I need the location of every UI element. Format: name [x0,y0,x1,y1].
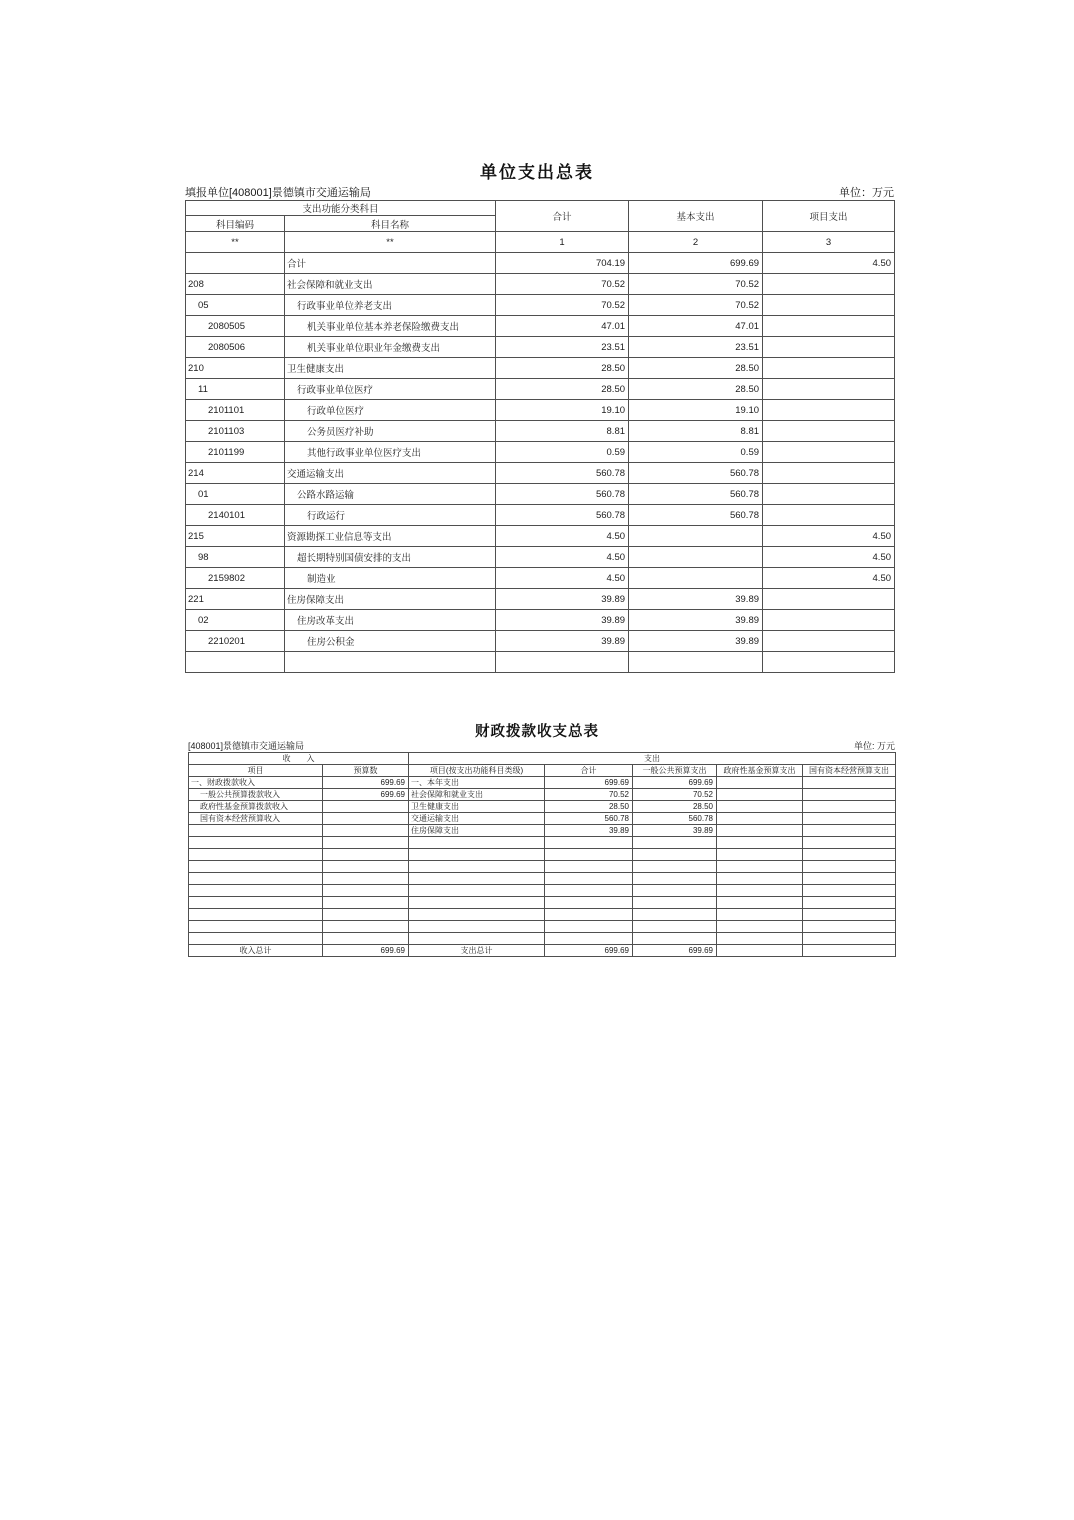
table-subheader-row [189,765,896,777]
table-row [186,652,895,673]
table-header-row [186,201,895,216]
cell-budget [323,861,409,873]
cell-name [285,652,496,673]
cell-basic: 19.10 [629,400,763,421]
table-row [186,568,895,589]
cell-total [545,873,633,885]
cell-income-item [189,873,323,885]
fiscal-table-meta [188,739,895,752]
cell-gov-fund [717,933,803,945]
cell-project [763,337,895,358]
cell-project [763,316,895,337]
cell-code: 210 [186,358,285,379]
cell-budget [323,909,409,921]
cell-state-capital [803,825,896,837]
cell-name: 合计 [285,253,496,274]
cell-total: 28.50 [545,801,633,813]
cell-state-capital [803,909,896,921]
cell-total [545,909,633,921]
cell-expense-item [409,861,545,873]
marker-row [186,232,895,253]
cell-total: 560.78 [496,505,629,526]
table-row [186,400,895,421]
table-row [189,921,896,933]
table-row [186,316,895,337]
cell-total: 28.50 [496,358,629,379]
table-row [189,909,896,921]
cell-project [763,400,895,421]
cell-basic: 70.52 [629,295,763,316]
state-capital-header: 国有资本经营预算支出 [803,765,896,777]
cell-general: 39.89 [633,825,717,837]
cell-total: 0.59 [496,442,629,463]
cell-project: 4.50 [763,253,895,274]
cell-name: 机关事业单位职业年金缴费支出 [285,337,496,358]
marker-cell: 1 [496,232,629,253]
cell-name: 卫生健康支出 [285,358,496,379]
cell-income-item [189,861,323,873]
income-section-header: 收 入 [189,753,409,765]
fiscal-table-body [189,777,896,945]
cell-expense-item [409,873,545,885]
cell-total: 699.69 [545,777,633,789]
cell-code: 221 [186,589,285,610]
cell-state-capital [803,921,896,933]
cell-project [763,358,895,379]
cell-total [545,897,633,909]
cell-expense-item [409,897,545,909]
cell-budget [323,897,409,909]
cell-expense-item: 住房保障支出 [409,825,545,837]
fiscal-table-title: 财政拨款收支总表 [475,724,599,740]
table-row [189,777,896,789]
table-row [189,789,896,801]
expenditure-table-title: 单位支出总表 [480,163,594,182]
cell-basic: 47.01 [629,316,763,337]
cell-code: 2140101 [186,505,285,526]
cell-name: 交通运输支出 [285,463,496,484]
cell-income-item [189,849,323,861]
cell-expense-item: 卫生健康支出 [409,801,545,813]
cell-general: 560.78 [633,813,717,825]
cell-gov-fund [717,813,803,825]
cell-general [633,897,717,909]
cell-code: 05 [186,295,285,316]
cell-name: 行政单位医疗 [285,400,496,421]
cell-basic: 70.52 [629,274,763,295]
cell-code: 2080505 [186,316,285,337]
total-header: 合计 [545,765,633,777]
cell-name: 机关事业单位基本养老保险缴费支出 [285,316,496,337]
cell-budget: 699.69 [323,777,409,789]
cell-code [186,253,285,274]
cell-basic: 0.59 [629,442,763,463]
cell-total: 28.50 [496,379,629,400]
basic-expense-column-header: 基本支出 [629,201,763,232]
cell-name: 住房改革支出 [285,610,496,631]
cell-gov-fund [717,921,803,933]
cell-expense-item [409,837,545,849]
subject-name-header: 科目名称 [285,216,496,232]
cell-project: 4.50 [763,526,895,547]
cell-project [763,379,895,400]
totals-row [189,945,896,957]
cell-budget [323,921,409,933]
cell-budget [323,849,409,861]
total-column-header: 合计 [496,201,629,232]
table-row [189,837,896,849]
report-unit-label: 填报单位[408001]景德镇市交通运输局 [185,187,371,199]
cell-budget [323,933,409,945]
table-row [186,589,895,610]
cell-gov-fund [717,897,803,909]
income-total-value: 699.69 [323,945,409,957]
table-row [186,337,895,358]
cell-gov-fund [717,825,803,837]
table-row [189,885,896,897]
cell-income-item [189,825,323,837]
cell-total: 704.19 [496,253,629,274]
cell-code: 98 [186,547,285,568]
cell-state-capital [803,837,896,849]
cell-total: 560.78 [496,484,629,505]
cell-general [633,873,717,885]
cell-code: 208 [186,274,285,295]
cell-basic: 39.89 [629,610,763,631]
cell-general [633,849,717,861]
marker-cell: 3 [763,232,895,253]
table-row [186,547,895,568]
cell-total: 23.51 [496,337,629,358]
cell-expense-item: 社会保障和就业支出 [409,789,545,801]
cell-name: 其他行政事业单位医疗支出 [285,442,496,463]
project-expense-column-header: 项目支出 [763,201,895,232]
cell-income-item [189,837,323,849]
cell-basic: 23.51 [629,337,763,358]
cell-gov-fund [717,801,803,813]
cell-state-capital [803,897,896,909]
table-row [186,253,895,274]
cell-project [763,295,895,316]
cell-state-capital [803,933,896,945]
cell-basic: 8.81 [629,421,763,442]
cell-code: 2101199 [186,442,285,463]
cell-name: 资源勘探工业信息等支出 [285,526,496,547]
cell-code [186,652,285,673]
cell-state-capital [803,885,896,897]
table-row [189,849,896,861]
cell-project [763,463,895,484]
unit-expenditure-table [185,200,895,673]
cell-total: 560.78 [545,813,633,825]
cell-total: 39.89 [496,631,629,652]
cell-income-item: 一般公共预算拨款收入 [189,789,323,801]
cell-state-capital [803,873,896,885]
fiscal-appropriation-table [188,752,896,957]
cell-general [633,861,717,873]
cell-total: 19.10 [496,400,629,421]
cell-total: 4.50 [496,526,629,547]
cell-basic: 560.78 [629,484,763,505]
expenditure-table-meta [185,184,894,200]
cell-budget [323,825,409,837]
cell-state-capital [803,801,896,813]
table-row [189,861,896,873]
cell-income-item: 国有资本经营预算收入 [189,813,323,825]
cell-expense-item: 一、本年支出 [409,777,545,789]
cell-income-item [189,933,323,945]
cell-general [633,909,717,921]
cell-budget [323,873,409,885]
cell-expense-item: 交通运输支出 [409,813,545,825]
cell-income-item [189,885,323,897]
cell-project [763,505,895,526]
cell-name: 行政事业单位医疗 [285,379,496,400]
cell-general: 28.50 [633,801,717,813]
cell-name: 公务员医疗补助 [285,421,496,442]
cell-project [763,631,895,652]
cell-total [545,885,633,897]
cell-project [763,274,895,295]
table-header-row [189,753,896,765]
table-row [186,526,895,547]
cell-total [545,921,633,933]
expense-item-header: 项目(按支出功能科目类级) [409,765,545,777]
cell-expense-item [409,909,545,921]
expenditure-table-body [186,232,895,673]
cell-state-capital [803,789,896,801]
cell-basic: 560.78 [629,505,763,526]
cell-general [633,921,717,933]
cell-project [763,442,895,463]
cell-total [496,652,629,673]
cell-total: 39.89 [545,825,633,837]
cell-gov-fund [717,873,803,885]
cell-project [763,484,895,505]
table-row [186,358,895,379]
cell-name: 行政运行 [285,505,496,526]
cell-code: 2101101 [186,400,285,421]
currency-unit-label: 单位：万元 [839,187,894,199]
cell-budget [323,801,409,813]
cell-code: 01 [186,484,285,505]
cell-basic: 699.69 [629,253,763,274]
currency-unit-label-2: 单位: 万元 [853,741,895,751]
cell-state-capital [803,813,896,825]
general-budget-header: 一般公共预算支出 [633,765,717,777]
table-row [186,505,895,526]
cell-expense-item [409,933,545,945]
table-row [189,897,896,909]
gov-fund-total-value [717,945,803,957]
report-unit-label-2: [408001]景德镇市交通运输局 [188,741,305,751]
cell-project [763,589,895,610]
cell-name: 超长期特别国债安排的支出 [285,547,496,568]
table-row [186,274,895,295]
cell-gov-fund [717,909,803,921]
table-row [186,379,895,400]
income-total-label: 收入总计 [189,945,323,957]
cell-total: 560.78 [496,463,629,484]
table-row [186,463,895,484]
table-row [189,801,896,813]
cell-budget [323,885,409,897]
cell-code: 214 [186,463,285,484]
table-row [189,825,896,837]
cell-total: 8.81 [496,421,629,442]
cell-state-capital [803,861,896,873]
cell-income-item: 一、财政拨款收入 [189,777,323,789]
cell-code: 2080506 [186,337,285,358]
subject-code-header: 科目编码 [186,216,285,232]
cell-code: 2210201 [186,631,285,652]
cell-income-item [189,909,323,921]
table-row [189,873,896,885]
cell-code: 2101103 [186,421,285,442]
cell-basic [629,547,763,568]
cell-name: 行政事业单位养老支出 [285,295,496,316]
cell-general: 70.52 [633,789,717,801]
cell-gov-fund [717,861,803,873]
cell-basic [629,652,763,673]
cell-total: 39.89 [496,589,629,610]
cell-gov-fund [717,777,803,789]
cell-expense-item [409,885,545,897]
cell-basic: 39.89 [629,589,763,610]
cell-project [763,421,895,442]
cell-general [633,933,717,945]
marker-cell: ** [285,232,496,253]
cell-total: 4.50 [496,568,629,589]
cell-gov-fund [717,849,803,861]
cell-project: 4.50 [763,547,895,568]
cell-basic [629,526,763,547]
cell-expense-item [409,921,545,933]
cell-name: 公路水路运输 [285,484,496,505]
cell-general: 699.69 [633,777,717,789]
cell-total: 4.50 [496,547,629,568]
cell-code: 215 [186,526,285,547]
cell-total: 70.52 [496,274,629,295]
cell-total [545,933,633,945]
cell-general [633,837,717,849]
cell-income-item: 政府性基金预算拨款收入 [189,801,323,813]
cell-basic: 28.50 [629,358,763,379]
table-row [186,484,895,505]
table-row [186,610,895,631]
cell-gov-fund [717,789,803,801]
cell-income-item [189,921,323,933]
table-row [189,813,896,825]
expense-total-value: 699.69 [545,945,633,957]
table-row [186,631,895,652]
cell-total [545,849,633,861]
cell-total: 70.52 [545,789,633,801]
cell-state-capital [803,849,896,861]
marker-cell: 2 [629,232,763,253]
cell-name: 住房公积金 [285,631,496,652]
table-row [189,933,896,945]
cell-expense-item [409,849,545,861]
cell-total [545,837,633,849]
cell-state-capital [803,777,896,789]
cell-budget [323,837,409,849]
cell-project [763,610,895,631]
func-class-header: 支出功能分类科目 [186,201,496,216]
expense-total-label: 支出总计 [409,945,545,957]
cell-total: 47.01 [496,316,629,337]
cell-name: 住房保障支出 [285,589,496,610]
cell-budget [323,813,409,825]
cell-name: 社会保障和就业支出 [285,274,496,295]
cell-project [763,652,895,673]
cell-code: 11 [186,379,285,400]
marker-cell: ** [186,232,285,253]
cell-basic: 28.50 [629,379,763,400]
cell-total: 39.89 [496,610,629,631]
cell-total [545,861,633,873]
cell-gov-fund [717,885,803,897]
cell-budget: 699.69 [323,789,409,801]
table-row [186,421,895,442]
general-total-value: 699.69 [633,945,717,957]
table-row [186,295,895,316]
state-capital-total-value [803,945,896,957]
budget-amount-header: 预算数 [323,765,409,777]
cell-code: 02 [186,610,285,631]
cell-basic: 560.78 [629,463,763,484]
cell-total: 70.52 [496,295,629,316]
cell-name: 制造业 [285,568,496,589]
table-row [186,442,895,463]
cell-income-item [189,897,323,909]
cell-general [633,885,717,897]
cell-code: 2159802 [186,568,285,589]
gov-fund-header: 政府性基金预算支出 [717,765,803,777]
cell-project: 4.50 [763,568,895,589]
cell-basic [629,568,763,589]
income-item-header: 项目 [189,765,323,777]
expense-section-header: 支出 [409,753,896,765]
cell-basic: 39.89 [629,631,763,652]
cell-gov-fund [717,837,803,849]
